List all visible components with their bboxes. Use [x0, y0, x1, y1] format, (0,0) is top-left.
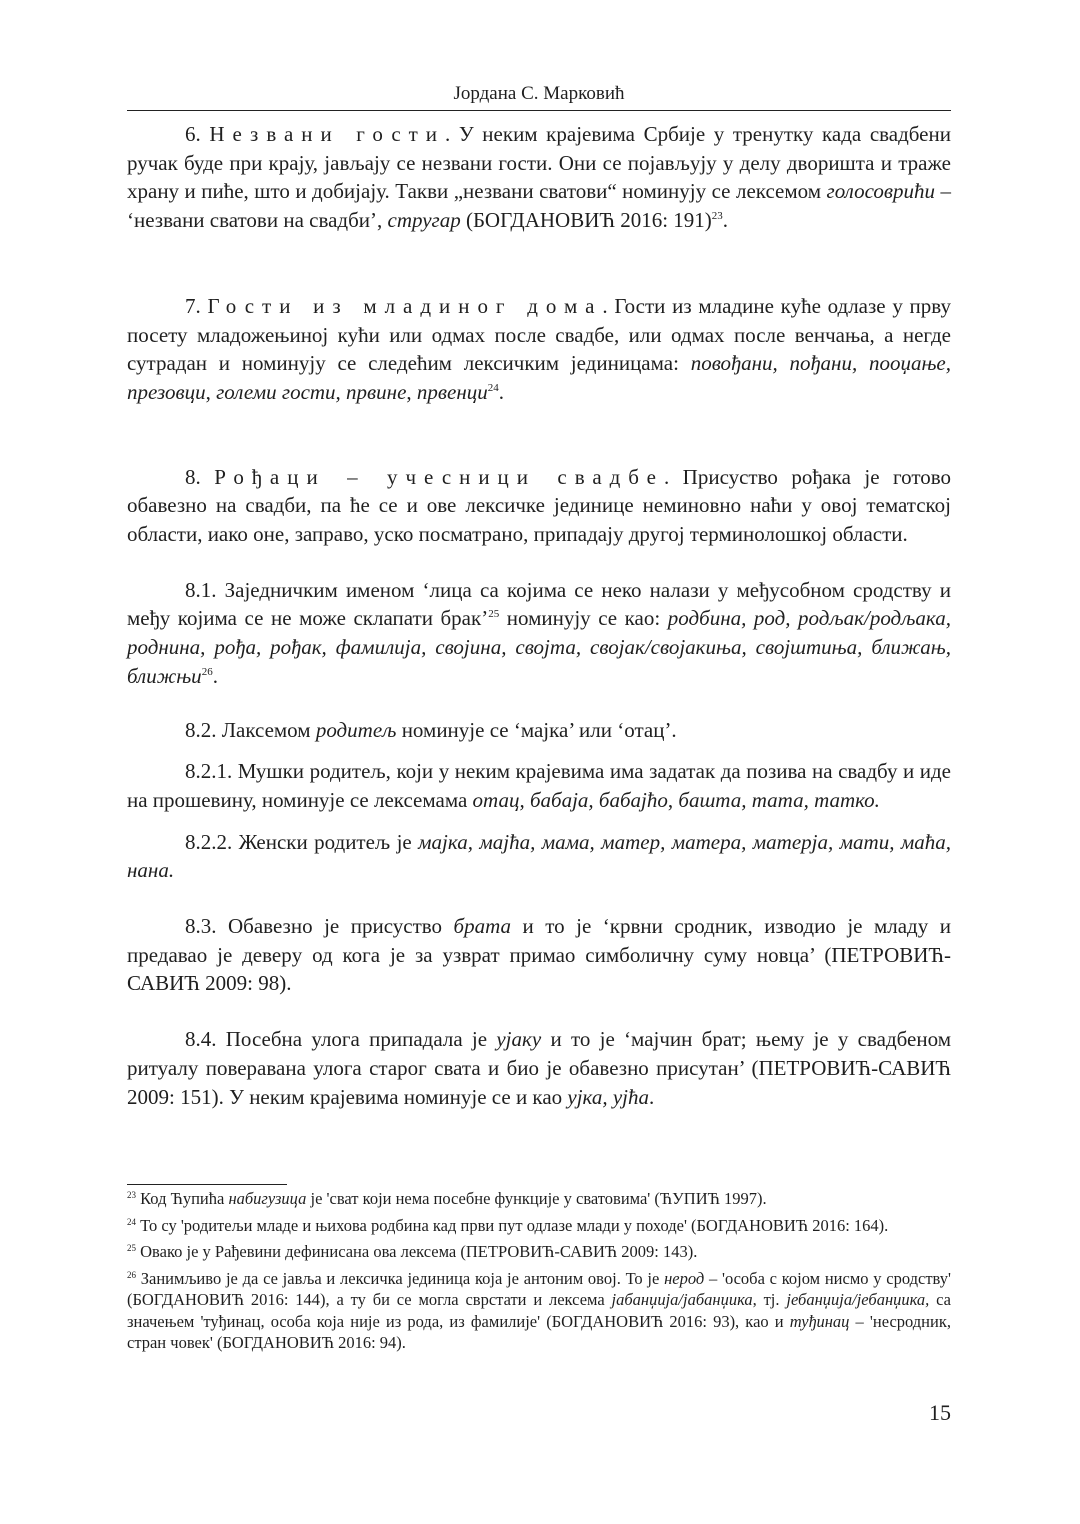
footnote-ref: 26	[201, 665, 213, 678]
paragraph-8-2: 8.2. Лаксемом родитељ номинује се ‘мајка’ или ‘отац’.	[185, 717, 677, 742]
section-title: Гости из младиног дома	[207, 293, 603, 318]
footnotes	[127, 1188, 951, 1359]
header-author: Јордана С. Марковић	[453, 83, 625, 104]
footnote-ref: 24	[487, 381, 499, 394]
page-number: 15	[929, 1400, 951, 1425]
footnote-ref: 25	[488, 608, 500, 621]
footnote-separator	[127, 1184, 287, 1185]
body-text	[127, 120, 951, 1111]
footnote-24: $^{24}$ То су 'родитељи младе и њихова родбина кад први пут одлазе млади у походе' (БОГДАНОВИЋ 2016: 164).	[127, 1215, 889, 1235]
footnote-23: $^{23}$ Код Ћупића набигузица је 'сват који нема посебне функције у сватовима' (ЋУПИЋ 1997).	[127, 1189, 767, 1208]
paragraph-8-4: 8.4. Посебна улога припадала је ујаку и то је ‘мајчин брат; њему је у свадбеном ритуалу поверавана улога старог свата и био је обавезно присутан’ (ПЕТРОВИЋ-САВИЋ 2009: 151). У неким крајевима номинује се и као ујка, ујћа.	[127, 1027, 951, 1109]
running-header	[127, 80, 951, 111]
footnote-26: $^{26}$ Занимљиво је да се јавља и лексичка јединица која је антоним овој. То је нерод – 'особа с којом нисмо у сродству' (БОГДАНОВИЋ 2016: 144), а ту би се могла сврстати и лексема јабанџија/јабанџика, тј. јебанџија/јебанџика, са значењем 'туђинац, особа која није из рода, из фамилије' (БОГДАНОВИЋ 2016: 93), као и туђинац – 'несродник, стран човек' (БОГДАНОВИЋ 2016: 94).	[127, 1268, 952, 1352]
footnote-25: $^{25}$ Овако је у Рађевини дефинисана ова лексема (ПЕТРОВИЋ-САВИЋ 2009: 143).	[127, 1242, 698, 1261]
paragraph-7: 7. Гости из младиног дома. Гости из младине куће одлазе у прву посету младожењиној кући или одмах после свадбе, или одмах после венчања, а негде сутрадан и номинују се следећим лексичким јединицама: повођани, пођани, пооџање, презовци, големи гости, првине, првенци$^{24}$.	[127, 293, 951, 404]
paragraph-8: 8. Рођаци – учесници свадбе. Присуство рођака је готово обавезно на свадби, па ће се и ове лексичке јединице неминовно наћи у овој тематској области, иако оне, заправо, уско посматрано, припадају другој терминолошкој области.	[127, 464, 951, 547]
paragraph-8-2-1: 8.2.1. Мушки родитељ, који у неким крајевима има задатак да позива на свадбу и иде на прошевину, номинује се лексемама отац, бабаја, бабајћо, башта, тата, татко.	[127, 759, 951, 812]
paragraph-8-2-2: 8.2.2. Женски родитељ је мајка, мајћа, мама, матер, матера, матерја, мати, маћа, нана.	[127, 829, 951, 883]
footnote-ref: 23	[711, 210, 723, 223]
paragraph-6: 6. Незвани гости. У неким крајевима Србије у тренутку када свадбени ручак буде при крају, јављају се незвани гости. Они се појављују у делу дворишта и траже храну и пиће, што и добијају. Такви „незвани сватови“ номинују се лексемом голосоврићи – ‘незвани сватови на свадби’, стругар (БОГДАНОВИЋ 2016: 191)$^{23}$.	[127, 122, 951, 233]
section-title: Рођаци – учесници свадбе	[214, 464, 664, 489]
paragraph-8-1: 8.1. Заједничким именом ‘лица са којима се неко налази у међусобном сродству и међу којима се не може склапати брак’$^{25}$ номинују се као: родбина, род, родљак/родљака, роднина, рођа, рођак, фамилија, својина, својта, својак/својакиња, својштиња, ближањ, ближњи$^{26}$.	[127, 577, 951, 688]
section-title: Незвани гости	[209, 122, 445, 146]
paragraph-8-3: 8.3. Обавезно је присуство брата и то је ‘крвни сродник, изводио је младу и предавао је девеpу од кога је за узврат примао симболичну суму новца’ (ПЕТРОВИЋ-САВИЋ 2009: 98).	[127, 914, 951, 996]
